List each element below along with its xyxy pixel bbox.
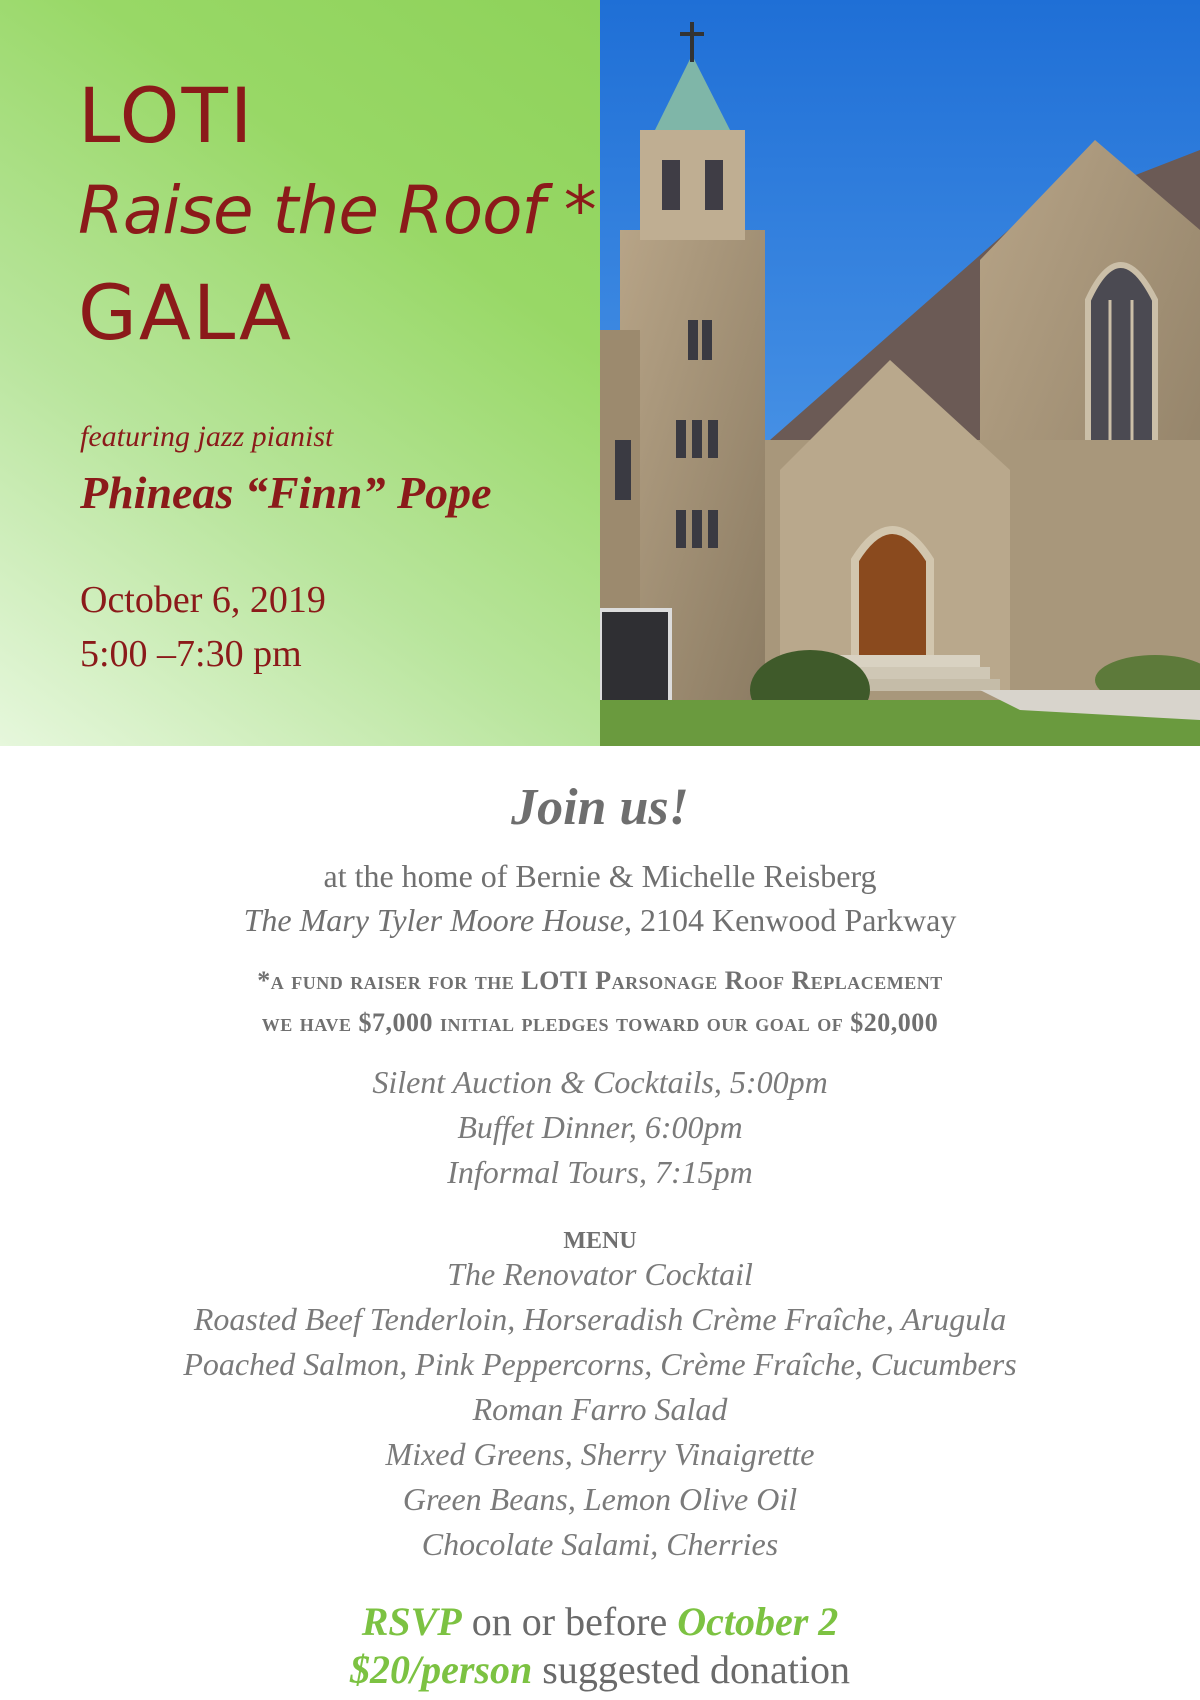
performer-name: Phineas “Finn” Pope: [80, 467, 492, 518]
title-panel: [0, 0, 600, 746]
fundraiser-note: *a fund raiser for the LOTI Parsonage Roof Replacement: [257, 966, 943, 995]
menu-item: Green Beans, Lemon Olive Oil: [402, 1481, 798, 1517]
schedule-item: Informal Tours, 7:15pm: [447, 1154, 753, 1190]
rsvp-label: RSVP: [361, 1599, 462, 1644]
join-us-heading: Join us!: [511, 779, 689, 836]
menu-heading: MENU: [563, 1228, 637, 1254]
entrance-door: [855, 530, 930, 660]
rsvp-text: on or before: [461, 1599, 678, 1644]
menu-item: Mixed Greens, Sherry Vinaigrette: [385, 1436, 815, 1472]
pledge-note: we have $7,000 initial pledges toward our goal of $20,000: [261, 1008, 939, 1037]
venue-name: The Mary Tyler Moore House,: [243, 902, 632, 938]
gothic-window: [1088, 265, 1155, 460]
rsvp-deadline: October 2: [677, 1599, 839, 1644]
menu-item: The Renovator Cocktail: [447, 1256, 753, 1292]
featuring-label: featuring jazz pianist: [80, 420, 334, 453]
rsvp-line: [0, 1598, 1200, 1645]
event-title-gala: GALA: [78, 268, 293, 357]
event-date: October 6, 2019: [80, 579, 326, 621]
menu-item: Chocolate Salami, Cherries: [421, 1526, 779, 1562]
church-sign: [600, 610, 670, 715]
church-photo: [600, 0, 1200, 746]
venue-line: [0, 902, 1200, 939]
schedule-item: Silent Auction & Cocktails, 5:00pm: [372, 1064, 828, 1100]
event-time: 5:00 –7:30 pm: [80, 633, 302, 675]
menu-item: Poached Salmon, Pink Peppercorns, Crème Fraîche, Cucumbers: [183, 1346, 1017, 1382]
menu-item: Roasted Beef Tenderloin, Horseradish Crème Fraîche, Arugula: [193, 1301, 1007, 1337]
event-title-loti: LOTI: [78, 71, 255, 160]
schedule-item: Buffet Dinner, 6:00pm: [457, 1109, 743, 1145]
donation-price: $20/person: [350, 1647, 533, 1692]
event-title-tagline: Raise the Roof *: [78, 172, 596, 249]
header-banner: [0, 0, 1200, 746]
venue-address: 2104 Kenwood Parkway: [631, 902, 957, 938]
donation-text: suggested donation: [532, 1647, 850, 1692]
host-line: at the home of Bernie & Michelle Reisberg: [323, 858, 877, 894]
menu-item: Roman Farro Salad: [472, 1391, 728, 1427]
donation-line: [0, 1646, 1200, 1693]
